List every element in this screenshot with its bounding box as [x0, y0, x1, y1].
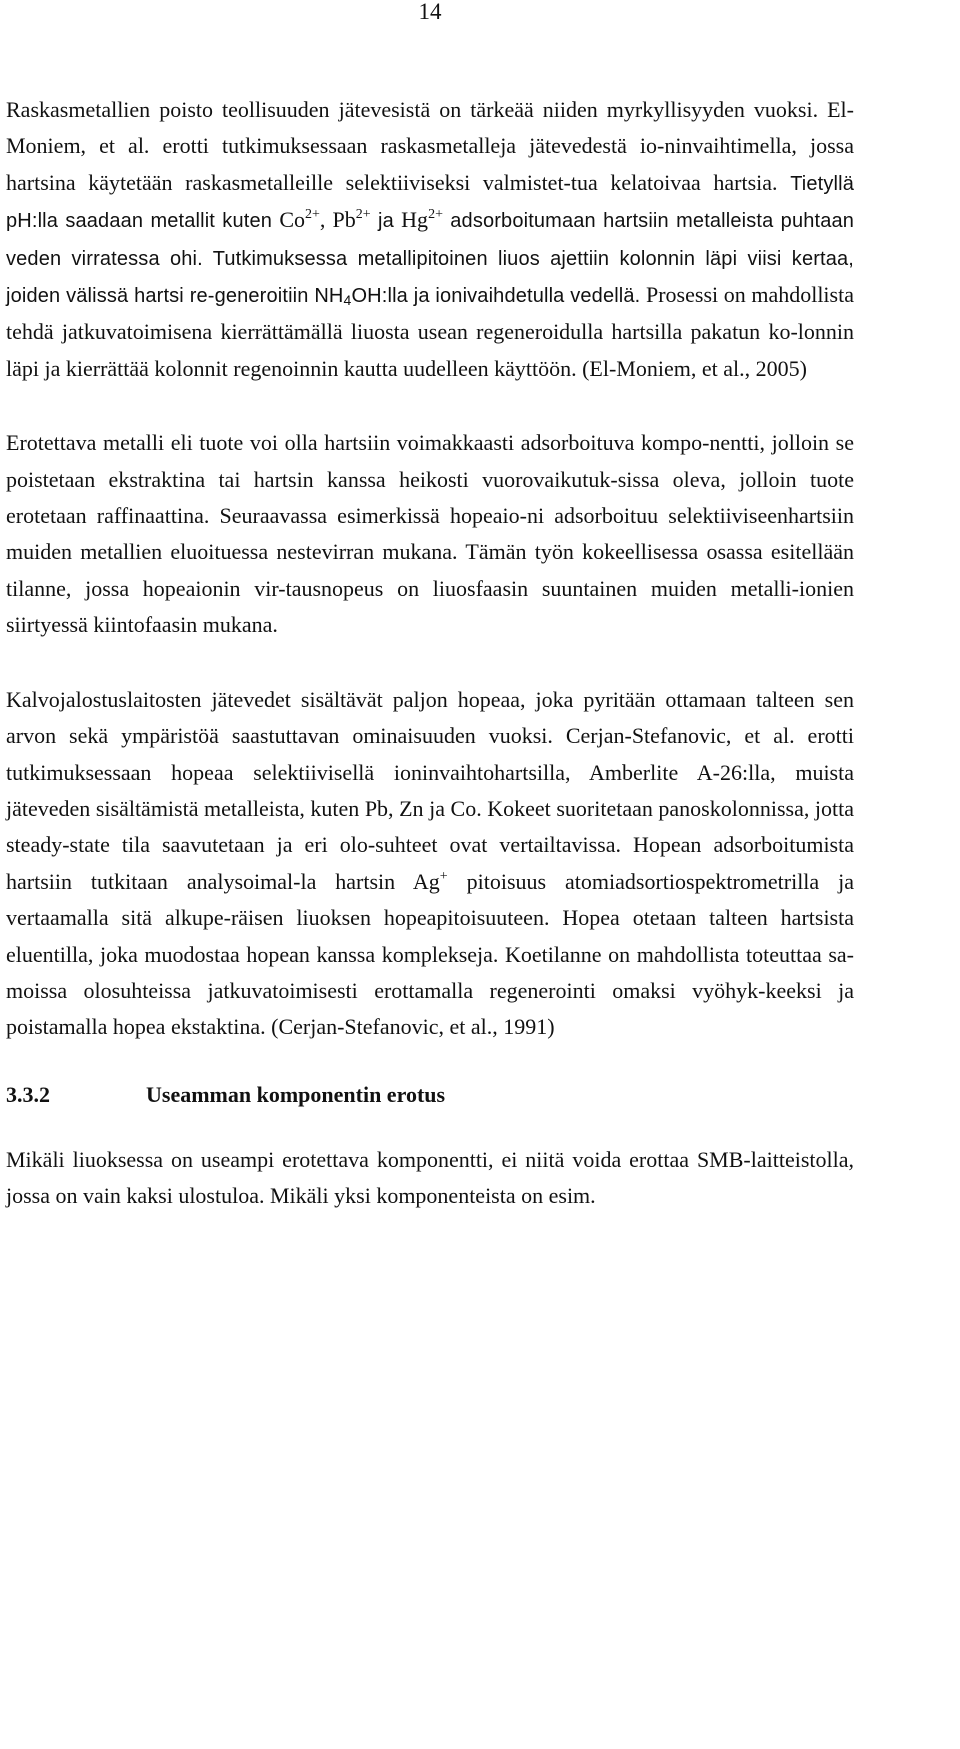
paragraph-text: adsorboitumaan hartsiin metalleista puhtaan veden virratessa ohi. Tutkimuksessa metallipitoinen liuos ajettiin kolonnin läpi viisi kertaa, joiden välissä hartsi re-generoitiin NH	[6, 210, 855, 308]
element-mercury: Hg	[401, 207, 429, 233]
paragraph-text: Prosessi on mahdollista tehdä jatkuvatoimisena kierrättämällä liuosta usean regeneroidulla hartsilla pakatun ko-lonnin läpi ja kierrättää kolonnit regenoinnin kautta uudelleen käyttöön. (El-Moniem, et al., 2005)	[6, 282, 854, 381]
document-body	[6, 92, 854, 1215]
paragraph-text: Tietyllä pH:lla saadaan metallit kuten	[6, 172, 854, 233]
page-number: 14	[418, 0, 442, 24]
paragraph-text: Kalvojalostuslaitosten jätevedet sisältävät paljon hopeaa, joka pyritään ottamaan talteen sen arvon sekä ympäristöä saastuttavan ominaisuuden vuoksi. Cerjan-Stefanovic, et al. erotti tutkimuksessaan hopeaa selektiivisellä ioninvaihtohartsilla, Amberlite A-26:lla, muista jäteveden sisältämistä metalleista, kuten Pb, Zn ja Co. Kokeet suoritetaan panoskolonnissa, jotta steady-state tila saavutetaan ja eri olo-suhteet ovat vertailtavissa. Hopean adsorboitumista hartsiin tutkitaan analysoimal-la hartsin Ag	[6, 686, 854, 894]
separator-text: ja	[370, 210, 402, 233]
paragraph-text: pitoisuus atomiadsortiospektrometrilla ja vertaamalla sitä alkupe-räisen liuoksen hopeapitoisuuteen. Hopea otetaan talteen hartsista eluentilla, joka muodostaa hopean kanssa komplekseja. Koetilanne on mahdollista toteuttaa sa-moissa olosuhteissa jatkuvatoimisesti erottamalla regenerointi omaksi vyöhyk-keeksi ja poistamalla hopea ekstaktina. (Cerjan-Stefanovic, et al., 1991)	[6, 868, 854, 1040]
paragraph-text: Raskasmetallien poisto teollisuuden jätevesistä on tärkeää niiden myrkyllisyyden vuoksi. El-Moniem, et al. erotti tutkimuksessaan raskasmetalleja jätevedestä io-ninvaihtimella, jossa hartsina käytetään raskasmetalleille selektiiviseksi valmistet-tua kelatoivaa hartsia.	[6, 97, 854, 195]
section-number: 3.3.2	[6, 1081, 50, 1107]
ion-charge: 2+	[355, 207, 371, 223]
paragraph-text: OH:lla ja ionivaihdetulla vedellä.	[351, 285, 641, 308]
element-lead: Pb	[332, 207, 356, 233]
subscript-number: 4	[343, 292, 352, 309]
element-cobalt: Co	[279, 207, 305, 233]
section-title: Useamman komponentin erotus	[146, 1081, 446, 1107]
paragraph-heavy-metals	[6, 92, 854, 387]
ion-charge: +	[439, 868, 448, 884]
paragraph-separation-product: Erotettava metalli eli tuote voi olla hartsiin voimakkaasti adsorboituva kompo-nentti, jolloin se poistetaan ekstraktina tai hartsin kanssa heikosti vuorovaikutuk-sissa oleva, jolloin tuote erotetaan raffinaattina. Seuraavassa esimerkissä hopeaio-ni adsorboituu selektiiviseenhartsiin muiden metallien eluoituessa nestevirran mukana. Tämän työn kokeellisessa osassa esitellään tilanne, jossa hopeaionin vir-tausnopeus on liuosfaasin suuntainen muiden metalli-ionien siirtyessä kiintofaasin mukana.	[6, 430, 854, 638]
separator-text: ,	[319, 207, 333, 233]
paragraph-multicomponent: Mikäli liuoksessa on useampi erotettava komponentti, ei niitä voida erottaa SMB-laitteistolla, jossa on vain kaksi ulostuloa. Mikäli yksi komponenteista on esim.	[6, 1146, 854, 1209]
ion-charge: 2+	[428, 207, 443, 223]
section-heading	[6, 1080, 854, 1110]
ion-charge: 2+	[305, 207, 320, 223]
paragraph-silver-recovery	[6, 682, 854, 1046]
